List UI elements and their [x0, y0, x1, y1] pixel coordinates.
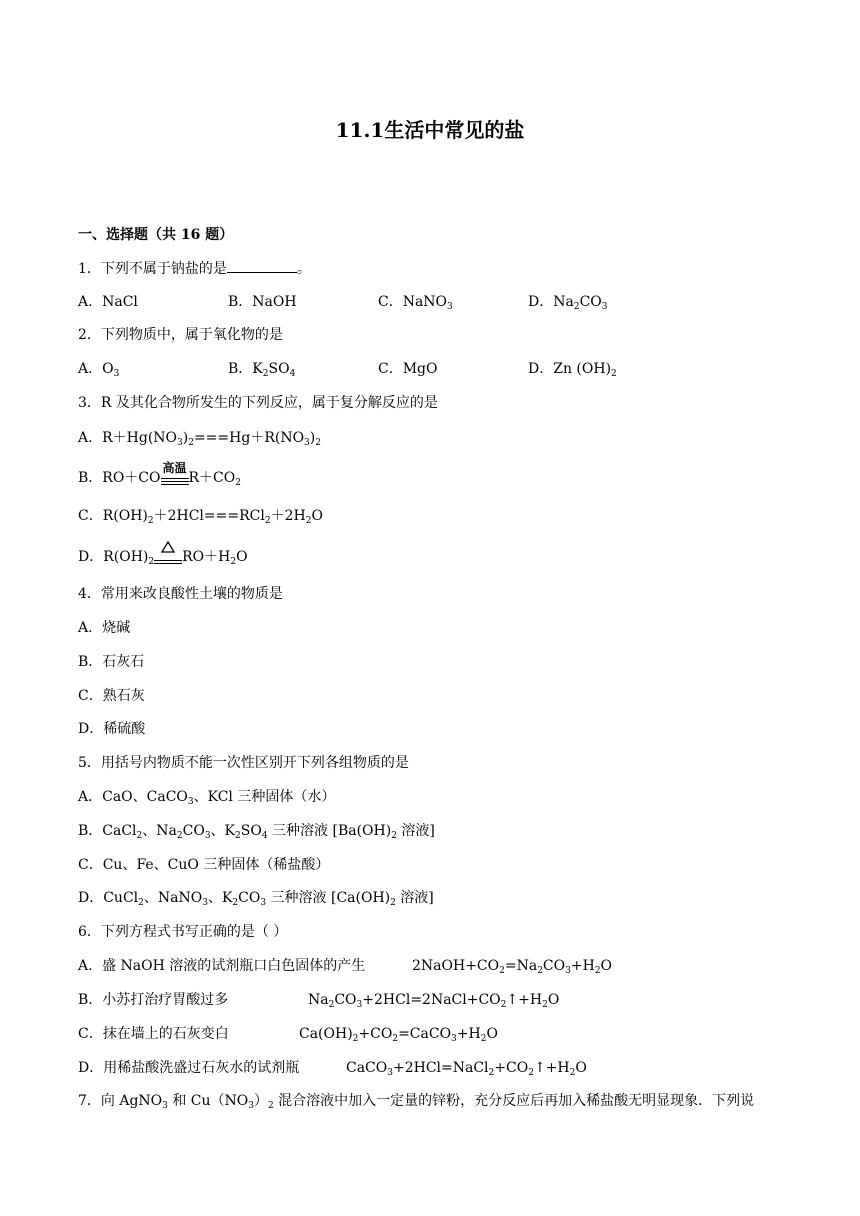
q6-option-a-text: A．盛 NaOH 溶液的试剂瓶口白色固体的产生 [78, 958, 366, 974]
page-title: 11.1生活中常见的盐 [335, 118, 525, 142]
q5-option-a: A．CaO、CaCO$_3$、KCl 三种固体（水） [78, 789, 336, 807]
q5-option-b: B．CaCl$_2$、$Na_2CO_3$、$K_2SO_4$ 三种溶液 [$Ba(OH)_2$ 溶液] [78, 823, 435, 841]
q2-option-c: C．MgO [378, 361, 438, 377]
q2-option-b: B．$K_2SO_4$ [228, 361, 296, 379]
q4-option-d: D．稀硫酸 [78, 721, 146, 737]
q2-option-a: A．$O_3$ [78, 361, 120, 379]
q6-option-c-equation: $Ca(OH)_2+CO_2=CaCO_3+H_2O$ [299, 1026, 498, 1044]
q1-option-c: C．NaNO$_3$ [378, 294, 453, 312]
q6-option-d-equation: $CaCO_3+2HCl=NaCl_2+CO_2↑+H_2O$ [346, 1060, 587, 1078]
question-6-stem: 6．下列方程式书写正确的是（ ） [78, 924, 288, 940]
q1-option-d: D．$Na_2CO_3$ [528, 294, 608, 312]
reaction-condition-heat [154, 545, 182, 565]
q5-option-d: D．CuCl$_2$、NaNO$_3$、$K_2CO_3$ 三种溶液 [$Ca(OH)_2$ 溶液] [78, 890, 434, 908]
question-5-stem: 5．用括号内物质不能一次性区别开下列各组物质的是 [78, 755, 409, 771]
section-heading: 一、选择题（共 16 题） [78, 227, 234, 243]
q6-option-b-text: B．小苏打治疗胃酸过多 [78, 992, 229, 1008]
q6-option-c-text: C．抹在墙上的石灰变白 [78, 1026, 229, 1042]
q1-option-a: A．NaCl [78, 294, 138, 310]
answer-blank[interactable] [227, 258, 297, 273]
question-3-stem: 3．R 及其化合物所发生的下列反应，属于复分解反应的是 [78, 395, 438, 411]
q5-option-c: C．Cu、Fe、CuO 三种固体（稀盐酸） [78, 857, 330, 873]
q3-option-b: B．RO＋CO 高温 $R+CO_2$ [78, 461, 241, 488]
q1-option-b: B．NaOH [228, 294, 297, 310]
reaction-condition-high-temp: 高温 [161, 466, 189, 486]
q2-option-d: D．Zn $(OH)_2$ [528, 361, 617, 379]
question-7-stem: 7．向 AgNO$_3$ 和 $Cu(NO_3)_2$ 混合溶液中加入一定量的锌粉，充分反应后再加入稀盐酸无明显现象．下列说 [78, 1093, 755, 1111]
q6-option-b-equation: $Na_2CO_3+2HCl=2NaCl+CO_2↑+H_2O$ [308, 992, 560, 1010]
heat-triangle-icon [161, 541, 175, 553]
question-2-stem: 2．下列物质中，属于氧化物的是 [78, 327, 283, 343]
question-4-stem: 4．常用来改良酸性土壤的物质是 [78, 586, 283, 602]
q6-option-d-text: D．用稀盐酸洗盛过石灰水的试剂瓶 [78, 1060, 300, 1076]
q4-option-b: B．石灰石 [78, 654, 145, 670]
q3-option-a: A．$R+Hg(NO_3)_2===Hg+R(NO_3)_2$ [78, 430, 321, 448]
question-1-stem: 1．下列不属于钠盐的是 。 [78, 258, 311, 279]
q3-option-d: D．$R(OH)_2$ $RO+H_2O$ [78, 545, 248, 567]
q4-option-a: A．烧碱 [78, 620, 131, 636]
q6-option-a-equation: $2NaOH+CO_2=Na_2CO_3+H_2O$ [412, 958, 613, 976]
q4-option-c: C．熟石灰 [78, 688, 145, 704]
q3-option-c: C．$R(OH)_2+2HCl===RCl_2+2H_2O$ [78, 508, 323, 526]
